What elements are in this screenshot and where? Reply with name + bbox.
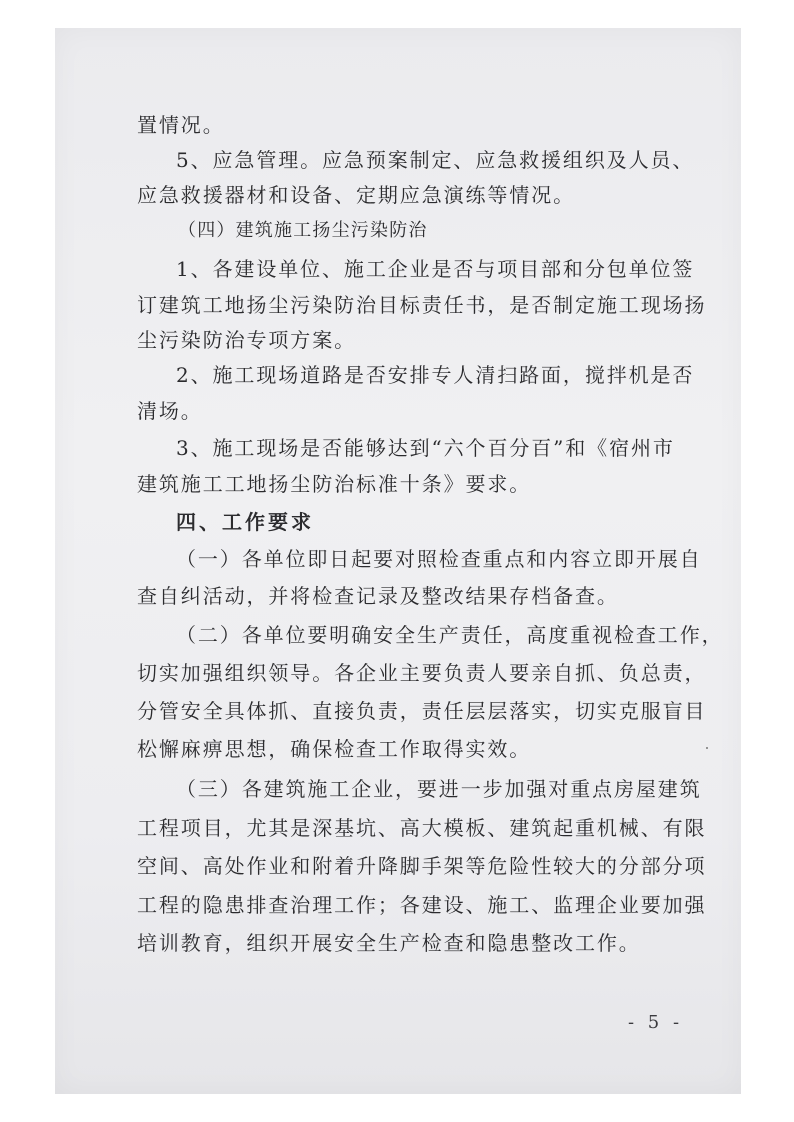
text-line: （三）各建筑施工企业，要进一步加强对重点房屋建筑: [176, 777, 702, 801]
section-heading: 四、工作要求: [176, 510, 314, 534]
text-line: 分管安全具体抓、直接负责，责任层层落实，切实克服盲目: [137, 699, 707, 723]
text-line: 建筑施工工地扬尘防治标准十条》要求。: [137, 472, 532, 496]
text-line: 应急救援器材和设备、定期应急演练等情况。: [137, 183, 575, 207]
section-subheading: （四）建筑施工扬尘污染防治: [178, 220, 428, 241]
text-line: 培训教育，组织开展安全生产检查和隐患整改工作。: [137, 931, 641, 955]
text-line: 工程的隐患排查治理工作；各建设、施工、监理企业要加强: [137, 893, 707, 917]
text-line: 切实加强组织领导。各企业主要负责人要亲自抓、负总责，: [137, 661, 707, 685]
page-number: - 5 -: [628, 1012, 684, 1033]
text-line: 清场。: [137, 399, 203, 423]
text-line: 2、施工现场道路是否安排专人清扫路面，搅拌机是否: [176, 363, 695, 387]
text-line: 3、施工现场是否能够达到“六个百分百”和《宿州市: [176, 436, 675, 460]
text-line: （一）各单位即日起要对照检查重点和内容立即开展自: [176, 547, 702, 571]
text-line: 置情况。: [137, 113, 225, 137]
text-line: 松懈麻痹思想，确保检查工作取得实效。: [137, 737, 532, 761]
text-line: 工程项目，尤其是深基坑、高大模板、建筑起重机械、有限: [137, 816, 707, 840]
text-line: （二）各单位要明确安全生产责任，高度重视检查工作，: [176, 623, 724, 647]
paper-speck: [706, 747, 708, 749]
text-line: 5、应急管理。应急预案制定、应急救援组织及人员、: [176, 148, 695, 172]
text-line: 查自纠活动，并将检查记录及整改结果存档备查。: [137, 584, 619, 608]
text-line: 空间、高处作业和附着升降脚手架等危险性较大的分部分项: [137, 854, 707, 878]
text-line: 尘污染防治专项方案。: [137, 328, 356, 352]
text-line: 1、各建设单位、施工企业是否与项目部和分包单位签: [176, 257, 695, 281]
text-line: 订建筑工地扬尘污染防治目标责任书，是否制定施工现场扬: [137, 293, 707, 317]
